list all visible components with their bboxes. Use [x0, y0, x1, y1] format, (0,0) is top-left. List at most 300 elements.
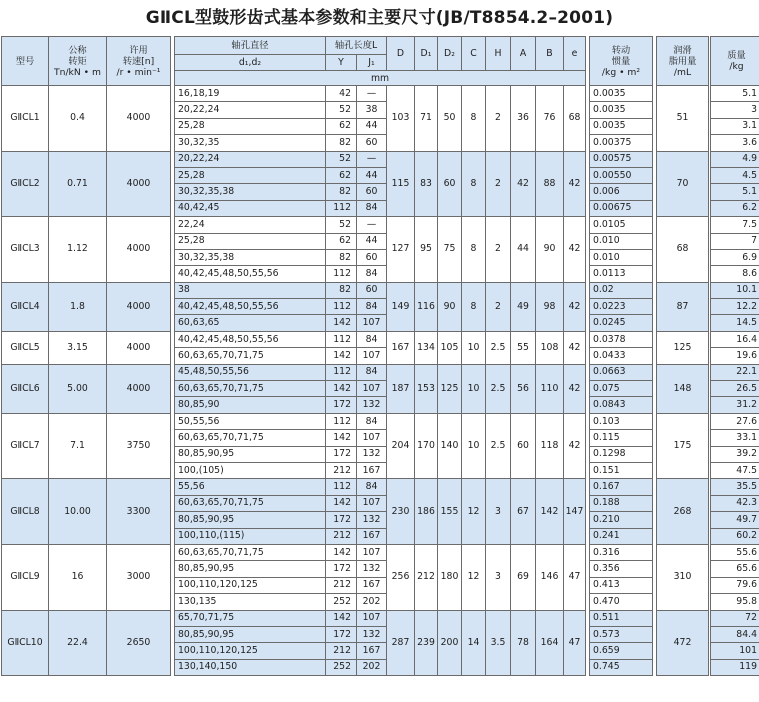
length-y-cell: 112	[326, 413, 357, 429]
length-y-cell: 142	[326, 381, 357, 397]
grease-cell: 125	[657, 331, 709, 364]
mass-cell: 5.1	[711, 184, 759, 200]
mass-cell: 3.6	[711, 135, 759, 151]
dim-D1-cell: 83	[415, 151, 438, 217]
bore-cell: 60,63,65,70,71,75	[175, 544, 326, 560]
model-cell: GⅡCL3	[2, 217, 49, 283]
dim-D2-cell: 60	[438, 151, 462, 217]
model-cell: GⅡCL10	[2, 610, 49, 676]
bore-cell: 100,(105)	[175, 462, 326, 478]
length-j1-cell: 60	[357, 249, 387, 265]
bore-cell: 130,140,150	[175, 659, 326, 675]
mass-cell: 79.6	[711, 577, 759, 593]
length-j1-cell: 44	[357, 118, 387, 134]
inertia-cell: 0.075	[590, 381, 653, 397]
col-D-header: D	[387, 37, 415, 71]
bore-cell: 25,28	[175, 118, 326, 134]
length-y-cell: 82	[326, 249, 357, 265]
dim-e-cell: 42	[564, 413, 586, 479]
inertia-cell: 0.511	[590, 610, 653, 626]
torque-cell: 1.8	[49, 282, 107, 331]
dim-B-cell: 110	[536, 364, 564, 413]
grease-cell: 175	[657, 413, 709, 479]
length-j1-cell: —	[357, 86, 387, 102]
bore-cell: 25,28	[175, 167, 326, 183]
dim-D-cell: 103	[387, 86, 415, 152]
speed-cell: 4000	[107, 364, 171, 413]
dim-C-cell: 12	[462, 479, 486, 545]
model-cell: GⅡCL4	[2, 282, 49, 331]
dim-e-cell: 42	[564, 282, 586, 331]
dim-D-cell: 187	[387, 364, 415, 413]
dim-e-cell: 42	[564, 217, 586, 283]
dim-B-cell: 88	[536, 151, 564, 217]
dim-B-cell: 142	[536, 479, 564, 545]
col-speed-header: 许用 转速[n] /r • min⁻¹	[107, 37, 171, 86]
col-length-header: 轴孔长度L	[326, 37, 387, 55]
inertia-cell: 0.103	[590, 413, 653, 429]
length-y-cell: 112	[326, 266, 357, 282]
length-y-cell: 172	[326, 397, 357, 413]
dim-e-cell: 68	[564, 86, 586, 152]
parameter-table	[1, 36, 759, 676]
inertia-cell: 0.356	[590, 561, 653, 577]
mass-cell: 31.2	[711, 397, 759, 413]
inertia-cell: 0.0223	[590, 299, 653, 315]
inertia-cell: 0.316	[590, 544, 653, 560]
inertia-cell: 0.115	[590, 430, 653, 446]
mass-cell: 22.1	[711, 364, 759, 380]
grease-cell: 70	[657, 151, 709, 217]
torque-cell: 16	[49, 544, 107, 610]
bore-cell: 55,56	[175, 479, 326, 495]
dim-H-cell: 2.5	[486, 413, 511, 479]
speed-cell: 4000	[107, 282, 171, 331]
length-j1-cell: 107	[357, 348, 387, 364]
length-j1-cell: 107	[357, 495, 387, 511]
speed-cell: 4000	[107, 86, 171, 152]
length-j1-cell: 132	[357, 446, 387, 462]
dim-D1-cell: 153	[415, 364, 438, 413]
model-cell: GⅡCL9	[2, 544, 49, 610]
bore-cell: 80,85,90,95	[175, 626, 326, 642]
inertia-cell: 0.0035	[590, 86, 653, 102]
torque-cell: 0.4	[49, 86, 107, 152]
length-y-cell: 212	[326, 528, 357, 544]
table-row	[2, 413, 759, 429]
length-y-cell: 142	[326, 610, 357, 626]
inertia-cell: 0.1298	[590, 446, 653, 462]
mass-cell: 55.6	[711, 544, 759, 560]
inertia-cell: 0.0245	[590, 315, 653, 331]
inertia-cell: 0.745	[590, 659, 653, 675]
dim-D1-cell: 212	[415, 544, 438, 610]
dim-B-cell: 108	[536, 331, 564, 364]
dim-D-cell: 167	[387, 331, 415, 364]
inertia-cell: 0.0113	[590, 266, 653, 282]
inertia-cell: 0.659	[590, 643, 653, 659]
bore-cell: 65,70,71,75	[175, 610, 326, 626]
bore-cell: 80,85,90,95	[175, 512, 326, 528]
bore-cell: 60,63,65,70,71,75	[175, 495, 326, 511]
length-j1-cell: 107	[357, 610, 387, 626]
bore-cell: 130,135	[175, 594, 326, 610]
length-j1-cell: 84	[357, 479, 387, 495]
mass-cell: 12.2	[711, 299, 759, 315]
dim-H-cell: 2.5	[486, 331, 511, 364]
dim-B-cell: 90	[536, 217, 564, 283]
mass-cell: 119	[711, 659, 759, 675]
dim-D2-cell: 125	[438, 364, 462, 413]
grease-cell: 51	[657, 86, 709, 152]
torque-cell: 3.15	[49, 331, 107, 364]
dim-C-cell: 8	[462, 151, 486, 217]
dim-e-cell: 47	[564, 610, 586, 676]
dim-H-cell: 3	[486, 544, 511, 610]
dim-A-cell: 60	[511, 413, 536, 479]
inertia-cell: 0.006	[590, 184, 653, 200]
col-length-y-header: Y	[326, 55, 357, 71]
col-length-j1-header: J₁	[357, 55, 387, 71]
inertia-cell: 0.00375	[590, 135, 653, 151]
length-y-cell: 112	[326, 331, 357, 347]
length-j1-cell: 132	[357, 626, 387, 642]
length-j1-cell: 107	[357, 315, 387, 331]
length-y-cell: 112	[326, 479, 357, 495]
col-grease-header: 润滑 脂用量 /mL	[657, 37, 709, 86]
inertia-cell: 0.00675	[590, 200, 653, 216]
dim-C-cell: 10	[462, 331, 486, 364]
dim-B-cell: 146	[536, 544, 564, 610]
dim-B-cell: 164	[536, 610, 564, 676]
grease-cell: 87	[657, 282, 709, 331]
mass-cell: 39.2	[711, 446, 759, 462]
length-j1-cell: 132	[357, 561, 387, 577]
bore-cell: 40,42,45,48,50,55,56	[175, 299, 326, 315]
dim-A-cell: 42	[511, 151, 536, 217]
dim-H-cell: 3.5	[486, 610, 511, 676]
length-y-cell: 82	[326, 135, 357, 151]
length-y-cell: 52	[326, 217, 357, 233]
mass-cell: 60.2	[711, 528, 759, 544]
dim-C-cell: 14	[462, 610, 486, 676]
length-j1-cell: —	[357, 151, 387, 167]
length-y-cell: 142	[326, 495, 357, 511]
torque-cell: 0.71	[49, 151, 107, 217]
mass-cell: 8.6	[711, 266, 759, 282]
length-y-cell: 62	[326, 233, 357, 249]
length-j1-cell: 60	[357, 184, 387, 200]
mass-cell: 33.1	[711, 430, 759, 446]
bore-cell: 50,55,56	[175, 413, 326, 429]
mass-cell: 3	[711, 102, 759, 118]
dim-C-cell: 8	[462, 86, 486, 152]
dim-H-cell: 2	[486, 217, 511, 283]
bore-cell: 20,22,24	[175, 102, 326, 118]
length-j1-cell: 167	[357, 462, 387, 478]
grease-cell: 310	[657, 544, 709, 610]
col-inertia-header: 转动 惯量 /kg • m²	[590, 37, 653, 86]
grease-cell: 148	[657, 364, 709, 413]
bore-cell: 30,32,35	[175, 135, 326, 151]
col-D1-header: D₁	[415, 37, 438, 71]
length-y-cell: 212	[326, 577, 357, 593]
torque-cell: 7.1	[49, 413, 107, 479]
dim-C-cell: 8	[462, 217, 486, 283]
mass-cell: 65.6	[711, 561, 759, 577]
length-y-cell: 142	[326, 348, 357, 364]
length-y-cell: 112	[326, 299, 357, 315]
length-y-cell: 212	[326, 643, 357, 659]
bore-cell: 16,18,19	[175, 86, 326, 102]
length-j1-cell: 84	[357, 331, 387, 347]
mass-cell: 35.5	[711, 479, 759, 495]
length-j1-cell: 38	[357, 102, 387, 118]
dim-D-cell: 115	[387, 151, 415, 217]
bore-cell: 40,42,45,48,50,55,56	[175, 266, 326, 282]
dim-e-cell: 42	[564, 151, 586, 217]
model-cell: GⅡCL5	[2, 331, 49, 364]
length-j1-cell: 60	[357, 135, 387, 151]
inertia-cell: 0.241	[590, 528, 653, 544]
model-cell: GⅡCL2	[2, 151, 49, 217]
model-cell: GⅡCL7	[2, 413, 49, 479]
bore-cell: 40,42,45	[175, 200, 326, 216]
torque-cell: 10.00	[49, 479, 107, 545]
mass-cell: 49.7	[711, 512, 759, 528]
speed-cell: 4000	[107, 151, 171, 217]
dim-D-cell: 287	[387, 610, 415, 676]
bore-cell: 60,63,65,70,71,75	[175, 381, 326, 397]
inertia-cell: 0.167	[590, 479, 653, 495]
dim-D2-cell: 90	[438, 282, 462, 331]
length-y-cell: 252	[326, 594, 357, 610]
dim-D-cell: 230	[387, 479, 415, 545]
page-title: GⅡCL型鼓形齿式基本参数和主要尺寸(JB/T8854.2–2001)	[145, 8, 614, 28]
length-y-cell: 142	[326, 544, 357, 560]
dim-e-cell: 147	[564, 479, 586, 545]
torque-cell: 5.00	[49, 364, 107, 413]
dim-C-cell: 10	[462, 413, 486, 479]
dim-H-cell: 3	[486, 479, 511, 545]
length-y-cell: 82	[326, 282, 357, 298]
length-j1-cell: —	[357, 217, 387, 233]
length-y-cell: 142	[326, 430, 357, 446]
length-y-cell: 52	[326, 102, 357, 118]
dim-D-cell: 256	[387, 544, 415, 610]
mass-cell: 4.5	[711, 167, 759, 183]
bore-cell: 22,24	[175, 217, 326, 233]
dim-A-cell: 56	[511, 364, 536, 413]
model-cell: GⅡCL8	[2, 479, 49, 545]
table-row	[2, 610, 759, 626]
speed-cell: 3300	[107, 479, 171, 545]
bore-cell: 100,110,120,125	[175, 577, 326, 593]
grease-cell: 68	[657, 217, 709, 283]
mass-cell: 6.2	[711, 200, 759, 216]
length-j1-cell: 167	[357, 643, 387, 659]
inertia-cell: 0.00550	[590, 167, 653, 183]
dim-D2-cell: 155	[438, 479, 462, 545]
dim-A-cell: 69	[511, 544, 536, 610]
bore-cell: 30,32,35,38	[175, 249, 326, 265]
length-j1-cell: 167	[357, 528, 387, 544]
mass-cell: 27.6	[711, 413, 759, 429]
bore-cell: 20,22,24	[175, 151, 326, 167]
mass-cell: 72	[711, 610, 759, 626]
length-j1-cell: 107	[357, 544, 387, 560]
length-y-cell: 42	[326, 86, 357, 102]
inertia-cell: 0.0378	[590, 331, 653, 347]
col-mass-header: 质量 /kg	[711, 37, 759, 86]
dim-D1-cell: 170	[415, 413, 438, 479]
mass-cell: 84.4	[711, 626, 759, 642]
dim-C-cell: 10	[462, 364, 486, 413]
mass-cell: 14.5	[711, 315, 759, 331]
length-j1-cell: 167	[357, 577, 387, 593]
inertia-cell: 0.010	[590, 249, 653, 265]
mass-cell: 95.8	[711, 594, 759, 610]
bore-cell: 30,32,35,38	[175, 184, 326, 200]
dim-A-cell: 36	[511, 86, 536, 152]
length-y-cell: 252	[326, 659, 357, 675]
mass-cell: 101	[711, 643, 759, 659]
table-row	[2, 364, 759, 380]
col-H-header: H	[486, 37, 511, 71]
table-row	[2, 151, 759, 167]
length-j1-cell: 107	[357, 381, 387, 397]
dim-D1-cell: 134	[415, 331, 438, 364]
col-e-header: e	[564, 37, 586, 71]
col-bore-subheader: d₁,d₂	[175, 55, 326, 71]
table-row	[2, 331, 759, 347]
length-j1-cell: 84	[357, 200, 387, 216]
mass-cell: 5.1	[711, 86, 759, 102]
inertia-cell: 0.0035	[590, 118, 653, 134]
dim-D-cell: 204	[387, 413, 415, 479]
dim-B-cell: 76	[536, 86, 564, 152]
col-D2-header: D₂	[438, 37, 462, 71]
bore-cell: 40,42,45,48,50,55,56	[175, 331, 326, 347]
length-j1-cell: 84	[357, 299, 387, 315]
length-j1-cell: 44	[357, 167, 387, 183]
bore-cell: 45,48,50,55,56	[175, 364, 326, 380]
inertia-cell: 0.188	[590, 495, 653, 511]
dim-B-cell: 98	[536, 282, 564, 331]
col-C-header: C	[462, 37, 486, 71]
length-y-cell: 172	[326, 626, 357, 642]
dim-A-cell: 49	[511, 282, 536, 331]
speed-cell: 4000	[107, 331, 171, 364]
torque-cell: 1.12	[49, 217, 107, 283]
bore-cell: 38	[175, 282, 326, 298]
length-y-cell: 212	[326, 462, 357, 478]
mass-cell: 7	[711, 233, 759, 249]
unit-mm-header: mm	[175, 71, 586, 86]
inertia-cell: 0.573	[590, 626, 653, 642]
length-j1-cell: 132	[357, 397, 387, 413]
dim-C-cell: 12	[462, 544, 486, 610]
length-y-cell: 62	[326, 167, 357, 183]
dim-C-cell: 8	[462, 282, 486, 331]
torque-cell: 22.4	[49, 610, 107, 676]
length-j1-cell: 84	[357, 364, 387, 380]
mass-cell: 6.9	[711, 249, 759, 265]
length-y-cell: 172	[326, 512, 357, 528]
length-y-cell: 112	[326, 200, 357, 216]
inertia-cell: 0.151	[590, 462, 653, 478]
mass-cell: 26.5	[711, 381, 759, 397]
dim-D1-cell: 71	[415, 86, 438, 152]
dim-D1-cell: 95	[415, 217, 438, 283]
mass-cell: 19.6	[711, 348, 759, 364]
inertia-cell: 0.0035	[590, 102, 653, 118]
dim-A-cell: 78	[511, 610, 536, 676]
dim-D2-cell: 140	[438, 413, 462, 479]
bore-cell: 60,63,65,70,71,75	[175, 430, 326, 446]
model-cell: GⅡCL6	[2, 364, 49, 413]
dim-e-cell: 42	[564, 331, 586, 364]
table-row	[2, 544, 759, 560]
col-A-header: A	[511, 37, 536, 71]
inertia-cell: 0.0663	[590, 364, 653, 380]
bore-cell: 80,85,90,95	[175, 561, 326, 577]
mass-cell: 4.9	[711, 151, 759, 167]
dim-A-cell: 55	[511, 331, 536, 364]
length-y-cell: 172	[326, 446, 357, 462]
bore-cell: 100,110,120,125	[175, 643, 326, 659]
length-j1-cell: 107	[357, 430, 387, 446]
col-torque-header: 公称 转矩 Tn/kN • m	[49, 37, 107, 86]
dim-e-cell: 42	[564, 364, 586, 413]
dim-A-cell: 67	[511, 479, 536, 545]
inertia-cell: 0.210	[590, 512, 653, 528]
speed-cell: 2650	[107, 610, 171, 676]
bore-cell: 80,85,90,95	[175, 446, 326, 462]
speed-cell: 3000	[107, 544, 171, 610]
col-model-header: 型号	[2, 37, 49, 86]
speed-cell: 4000	[107, 217, 171, 283]
table-row	[2, 282, 759, 298]
dim-D2-cell: 200	[438, 610, 462, 676]
inertia-cell: 0.470	[590, 594, 653, 610]
length-j1-cell: 202	[357, 659, 387, 675]
length-j1-cell: 84	[357, 413, 387, 429]
dim-D-cell: 149	[387, 282, 415, 331]
table-row	[2, 217, 759, 233]
model-cell: GⅡCL1	[2, 86, 49, 152]
mass-cell: 47.5	[711, 462, 759, 478]
inertia-cell: 0.0843	[590, 397, 653, 413]
bore-cell: 100,110,(115)	[175, 528, 326, 544]
col-B-header: B	[536, 37, 564, 71]
dim-H-cell: 2.5	[486, 364, 511, 413]
mass-cell: 3.1	[711, 118, 759, 134]
length-j1-cell: 202	[357, 594, 387, 610]
speed-cell: 3750	[107, 413, 171, 479]
inertia-cell: 0.413	[590, 577, 653, 593]
table-row	[2, 86, 759, 102]
dim-e-cell: 47	[564, 544, 586, 610]
length-y-cell: 142	[326, 315, 357, 331]
length-j1-cell: 132	[357, 512, 387, 528]
grease-cell: 268	[657, 479, 709, 545]
dim-D1-cell: 186	[415, 479, 438, 545]
length-y-cell: 112	[326, 364, 357, 380]
inertia-cell: 0.0433	[590, 348, 653, 364]
length-y-cell: 52	[326, 151, 357, 167]
table-row	[2, 479, 759, 495]
